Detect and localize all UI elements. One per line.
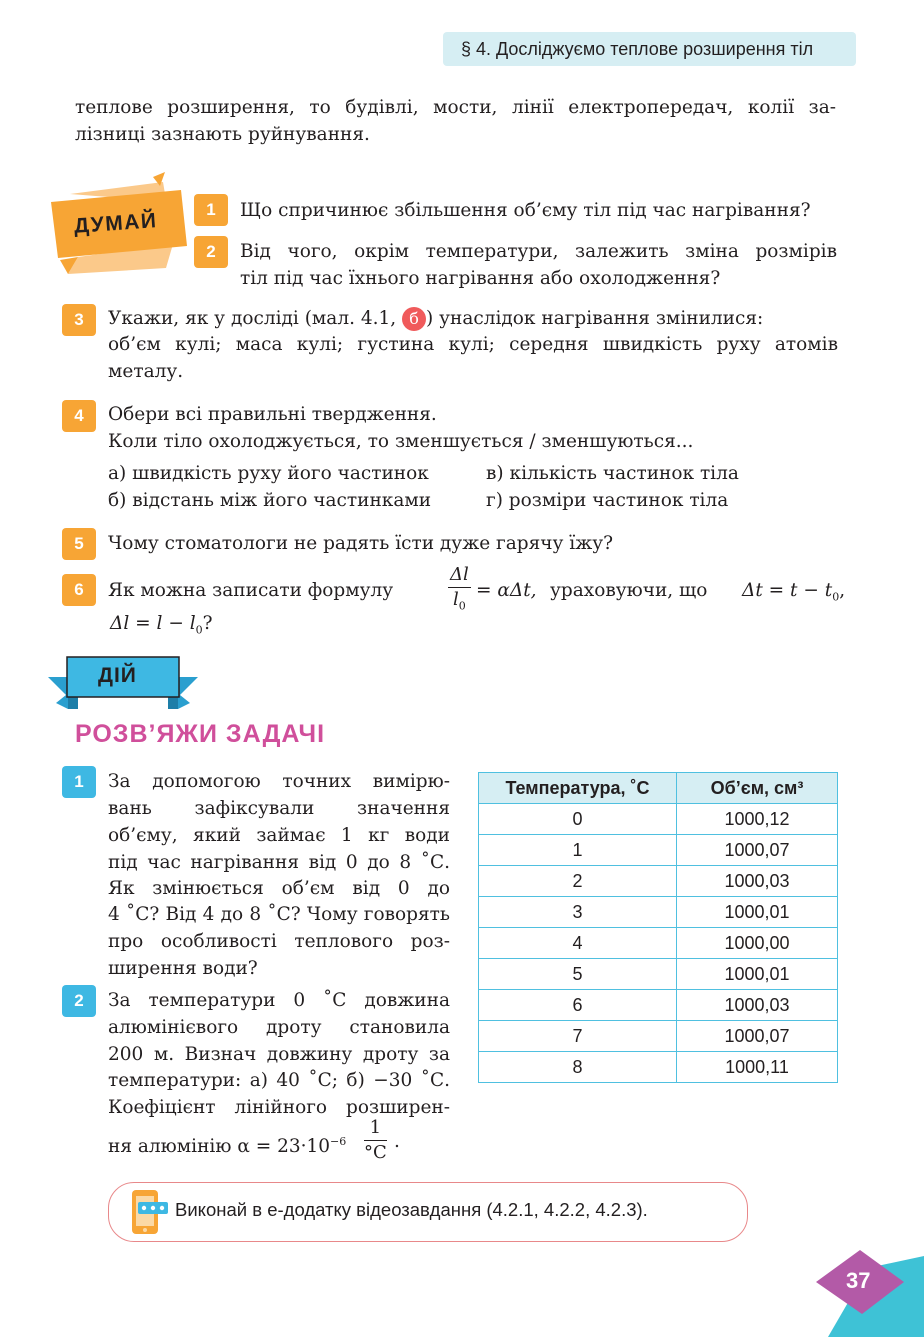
table-row xyxy=(479,804,838,835)
intro-line-1: теплове розширення, то будівлі, мости, лінії електропередач, колії за- xyxy=(75,97,836,118)
option-v: в) кількість частинок тіла xyxy=(486,463,739,484)
task-1-line-8: ширення води? xyxy=(108,958,258,979)
formula-fraction: $\frac{\Delta l}{l_0}$ xyxy=(450,564,469,613)
task-1-line-7: про особливості теплового роз- xyxy=(108,931,450,952)
question-5-text: Чому стоматологи не радять їсти дуже гарячу їжу? xyxy=(108,533,614,554)
option-a: а) швидкість руху його частинок xyxy=(108,463,429,484)
figure-ref-badge: б xyxy=(402,307,426,331)
table-header-temp: Температура, ˚С xyxy=(479,773,677,804)
task-1-line-5: Як змінюється об’єм від 0 до xyxy=(108,878,450,899)
table-cell: 6 xyxy=(479,990,677,1021)
task-2-line-6: ня алюмінію $\alpha = 23\cdot 10^{-6}$ xyxy=(108,1135,347,1158)
question-2-line-2: тіл під час їхнього нагрівання або охолодження? xyxy=(240,268,721,289)
task-2-line-1: За температури 0 ˚С довжина xyxy=(108,990,450,1011)
table-row xyxy=(479,1052,838,1083)
table-cell: 2 xyxy=(479,866,677,897)
task-2-line-4: температури: а) 40 ˚С; б) −30 ˚С. xyxy=(108,1070,450,1091)
table-row xyxy=(479,990,838,1021)
question-4-line-1: Обери всі правильні твердження. xyxy=(108,404,437,425)
table-cell: 1000,01 xyxy=(677,897,838,928)
formula-rhs: = αΔt, xyxy=(476,580,537,601)
table-cell: 5 xyxy=(479,959,677,990)
section-title: РОЗВ’ЯЖИ ЗАДАЧІ xyxy=(75,720,326,748)
question-number-6: 6 xyxy=(62,574,96,606)
task-2-line-2: алюмінієвого дроту становила xyxy=(108,1017,450,1038)
option-g: г) розміри частинок тіла xyxy=(486,490,729,511)
table-row xyxy=(479,835,838,866)
table-row xyxy=(479,897,838,928)
question-number-2: 2 xyxy=(194,236,228,268)
task-1-line-6: 4 ˚С? Від 4 до 8 ˚С? Чому говорять xyxy=(108,904,450,925)
table-cell: 1000,07 xyxy=(677,1021,838,1052)
table-cell: 1 xyxy=(479,835,677,866)
table-cell: 4 xyxy=(479,928,677,959)
table-cell: 1000,03 xyxy=(677,990,838,1021)
table-cell: 8 xyxy=(479,1052,677,1083)
table-cell: 7 xyxy=(479,1021,677,1052)
option-b: б) відстань між його частинками xyxy=(108,490,432,511)
question-3-line-3: металу. xyxy=(108,361,184,382)
task-1-line-4: під час нагрівання від 0 до 8 ˚С. xyxy=(108,852,450,873)
task-1-line-3: об’єму, який займає 1 кг води xyxy=(108,825,450,846)
act-badge-label: ДІЙ xyxy=(98,664,137,687)
table-cell: 0 xyxy=(479,804,677,835)
e-app-text: Виконай в е-додатку відеозавдання (4.2.1, 4.2.2, 4.2.3). xyxy=(175,1199,648,1220)
table-cell: 3 xyxy=(479,897,677,928)
table-row xyxy=(479,959,838,990)
task-2-end: . xyxy=(394,1131,400,1152)
question-1-text: Що спричинює збільшення об’єму тіл під час нагрівання? xyxy=(240,200,811,221)
delta-l-formula: $\Delta l = l - l_0$? xyxy=(110,613,213,637)
question-number-4: 4 xyxy=(62,400,96,432)
table-row xyxy=(479,928,838,959)
question-6-text-b: ураховуючи, що xyxy=(550,580,708,601)
table-cell: 1000,07 xyxy=(677,835,838,866)
section-header: § 4. Досліджуємо теплове розширення тіл xyxy=(443,32,856,66)
table-cell: 1000,11 xyxy=(677,1052,838,1083)
task-1-line-2: вань зафіксували значення xyxy=(108,798,450,819)
task-2-line-5: Коефіцієнт лінійного розширен- xyxy=(108,1097,450,1118)
delta-t-formula: $\Delta t = t - t_0$, xyxy=(742,580,846,604)
question-number-5: 5 xyxy=(62,528,96,560)
question-number-3: 3 xyxy=(62,304,96,336)
table-cell: 1000,01 xyxy=(677,959,838,990)
task-2-line-3: 200 м. Визнач довжину дроту за xyxy=(108,1044,450,1065)
intro-line-2: лізниці зазнають руйнування. xyxy=(75,124,370,145)
table-header-row xyxy=(479,773,838,804)
task-1-line-1: За допомогою точних вимірю- xyxy=(108,771,450,792)
page-number: 37 xyxy=(846,1268,871,1293)
question-6-text-a: Як можна записати формулу xyxy=(108,580,394,601)
question-2-line-1: Від чого, окрім температури, залежить зміна розмірів xyxy=(240,241,837,262)
question-4-line-2: Коли тіло охолоджується, то зменшується / зменшуються... xyxy=(108,431,694,452)
table-row xyxy=(479,866,838,897)
volume-table xyxy=(478,772,838,1083)
question-3-line-2: об’єм кулі; маса кулі; густина кулі; середня швидкість руху атомів xyxy=(108,334,838,355)
phone-icon xyxy=(128,1188,170,1236)
task-number-1: 1 xyxy=(62,766,96,798)
table-row xyxy=(479,1021,838,1052)
question-3-line-1: Укажи, як у досліді (мал. 4.1, б ) унаслідок нагрівання змінилися: xyxy=(108,308,764,329)
table-cell: 1000,00 xyxy=(677,928,838,959)
table-cell: 1000,12 xyxy=(677,804,838,835)
table-cell: 1000,03 xyxy=(677,866,838,897)
question-number-1: 1 xyxy=(194,194,228,226)
task-2-unit-fraction: $\frac{1}{^\circ С}$ xyxy=(364,1117,387,1163)
think-badge-label: ДУМАЙ xyxy=(73,209,159,238)
task-number-2: 2 xyxy=(62,985,96,1017)
table-header-volume: Об’єм, см³ xyxy=(677,773,838,804)
